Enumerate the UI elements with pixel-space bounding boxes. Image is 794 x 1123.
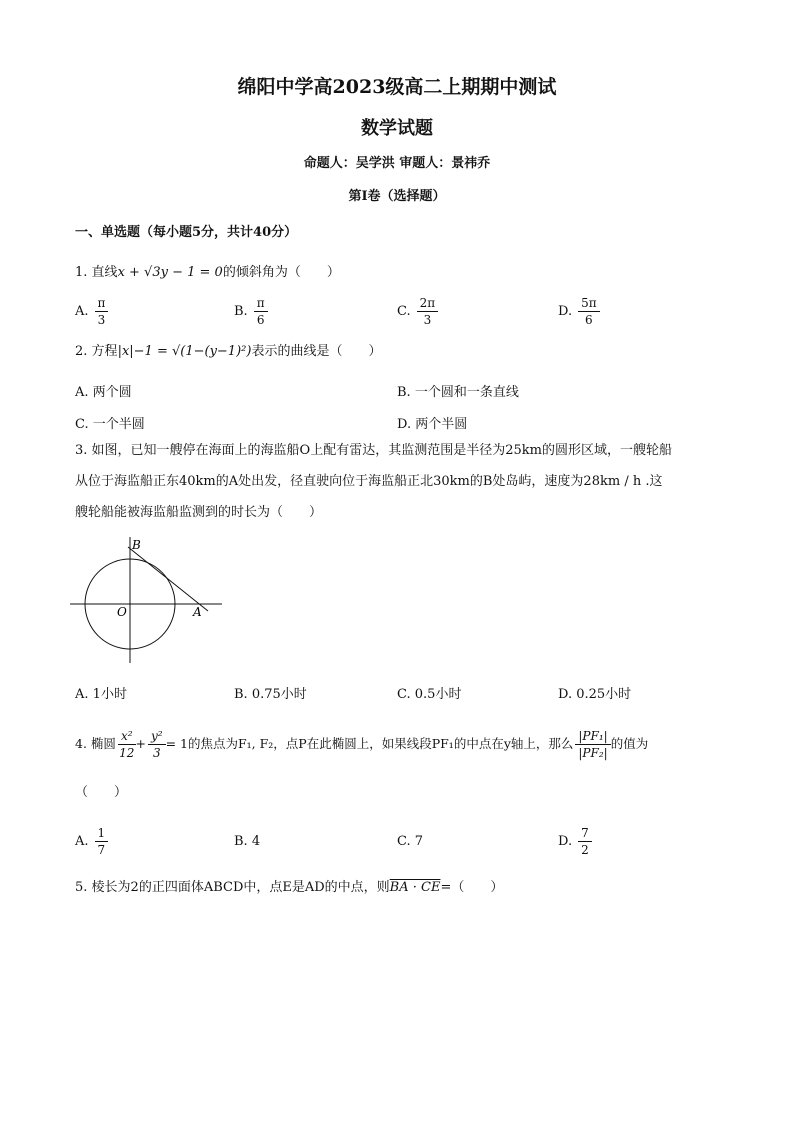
fraction-numerator: x²	[118, 728, 136, 745]
fraction-numerator: 2π	[417, 295, 439, 312]
fraction-denominator: 6	[256, 313, 265, 327]
fraction-denominator: 7	[97, 843, 106, 857]
option-text: 1小时	[92, 687, 127, 702]
option-label: D.	[558, 687, 573, 702]
vector-expression: BA · CE	[389, 880, 441, 895]
question-1	[75, 266, 340, 279]
option-text: 两个半圆	[415, 417, 468, 432]
question-3	[75, 435, 735, 528]
question-number: 2.	[75, 344, 88, 359]
question-text: 的值为	[610, 736, 649, 751]
option-b	[397, 381, 519, 400]
option-b	[234, 834, 260, 849]
option-label: C.	[75, 417, 89, 432]
option-label: A.	[75, 834, 89, 849]
question-5	[75, 881, 503, 894]
exam-title: 绵阳中学高2023级高二上期期中测试	[237, 76, 557, 98]
plus-sign: +	[135, 736, 146, 751]
question-text: 的倾斜角为（ ）	[222, 265, 340, 280]
fraction-denominator: 3	[97, 313, 106, 327]
option-label: D.	[558, 304, 573, 319]
fraction-numerator: π	[254, 295, 268, 312]
fraction-denominator: 6	[585, 313, 593, 327]
authors-line: 命题人：吴学洪 审题人：景祎乔	[303, 156, 491, 171]
option-c	[397, 295, 438, 328]
option-text: 0.5小时	[414, 687, 462, 702]
option-text: 4	[251, 834, 261, 849]
option-label: C.	[397, 304, 411, 319]
fraction-numerator: |PF₁|	[575, 728, 610, 745]
fraction-denominator: |PF₂|	[578, 746, 608, 760]
volume-title: 第Ⅰ卷（选择题）	[348, 189, 446, 204]
question-text: 棱长为2的正四面体ABCD中，点E是AD的中点，则	[91, 880, 390, 895]
option-a	[75, 825, 108, 858]
point-b-label: B	[132, 538, 141, 552]
question-text: 表示的曲线是（ ）	[251, 344, 382, 359]
fraction-denominator: 3	[423, 313, 432, 327]
answer-paren: （ ）	[75, 785, 128, 800]
option-label: B.	[234, 687, 248, 702]
option-label: A.	[75, 385, 89, 400]
option-d	[558, 825, 592, 858]
option-text: 0.75小时	[251, 687, 307, 702]
option-b	[234, 295, 268, 328]
option-a	[75, 381, 132, 400]
fraction-denominator: 2	[581, 843, 589, 857]
equation: |x|−1 = √(1−(y−1)²)	[117, 344, 252, 359]
question-number: 4.	[75, 736, 87, 751]
equation: x + √3y − 1 = 0	[117, 265, 223, 280]
option-label: A.	[75, 687, 89, 702]
option-label: C.	[397, 834, 411, 849]
question-text: 方程	[91, 344, 118, 359]
question-text: 椭圆	[90, 736, 116, 751]
option-text: 7	[414, 834, 424, 849]
option-d	[558, 683, 631, 702]
question-4	[75, 728, 648, 761]
radar-figure	[70, 535, 230, 665]
option-label: B.	[234, 834, 248, 849]
section-heading: 一、单选题（每小题5分，共计40分）	[75, 225, 298, 240]
option-b	[234, 683, 307, 702]
option-label: C.	[397, 687, 411, 702]
question-text: 直线	[91, 265, 118, 280]
option-text: 0.25小时	[576, 687, 632, 702]
question-text: 艘轮船能被海监船监测到的时长为（ ）	[75, 505, 323, 520]
option-label: D.	[397, 417, 412, 432]
fraction-numerator: 7	[578, 825, 592, 842]
option-c	[397, 834, 423, 849]
option-label: B.	[234, 304, 248, 319]
option-a	[75, 295, 108, 328]
subject-title: 数学试题	[361, 118, 433, 139]
route-line	[128, 547, 208, 611]
option-text: 一个半圆	[92, 417, 145, 432]
question-number: 1.	[75, 265, 88, 280]
fraction-numerator: 1	[95, 825, 109, 842]
question-text: =（ ）	[440, 880, 504, 895]
question-number: 5.	[75, 880, 88, 895]
option-label: D.	[558, 834, 573, 849]
option-a	[75, 683, 127, 702]
fraction-denominator: 3	[152, 746, 161, 760]
option-label: B.	[397, 385, 411, 400]
option-c	[397, 683, 461, 702]
option-text: 两个圆	[92, 385, 132, 400]
question-number: 3.	[75, 443, 88, 458]
question-text: 从位于海监船正东40km的A处出发，径直驶向位于海监船正北30km的B处岛屿，速度为28km / h .这	[75, 474, 663, 489]
fraction-numerator: y²	[148, 728, 166, 745]
option-text: 一个圆和一条直线	[414, 385, 519, 400]
option-d	[558, 295, 600, 328]
fraction-denominator: 12	[119, 746, 135, 760]
option-d	[397, 413, 467, 432]
point-o-label: O	[117, 605, 127, 619]
point-a-label: A	[193, 605, 202, 619]
question-text: = 1的焦点为F₁, F₂，点P在此椭圆上，如果线段PF₁的中点在y轴上，那么	[165, 736, 574, 751]
question-2	[75, 345, 381, 358]
option-c	[75, 413, 145, 432]
option-label: A.	[75, 304, 89, 319]
fraction-numerator: π	[95, 295, 109, 312]
fraction-numerator: 5π	[578, 295, 600, 312]
question-text: 如图，已知一艘停在海面上的海监船O上配有雷达，其监测范围是半径为25km的圆形区域，一艘轮船	[91, 443, 672, 458]
